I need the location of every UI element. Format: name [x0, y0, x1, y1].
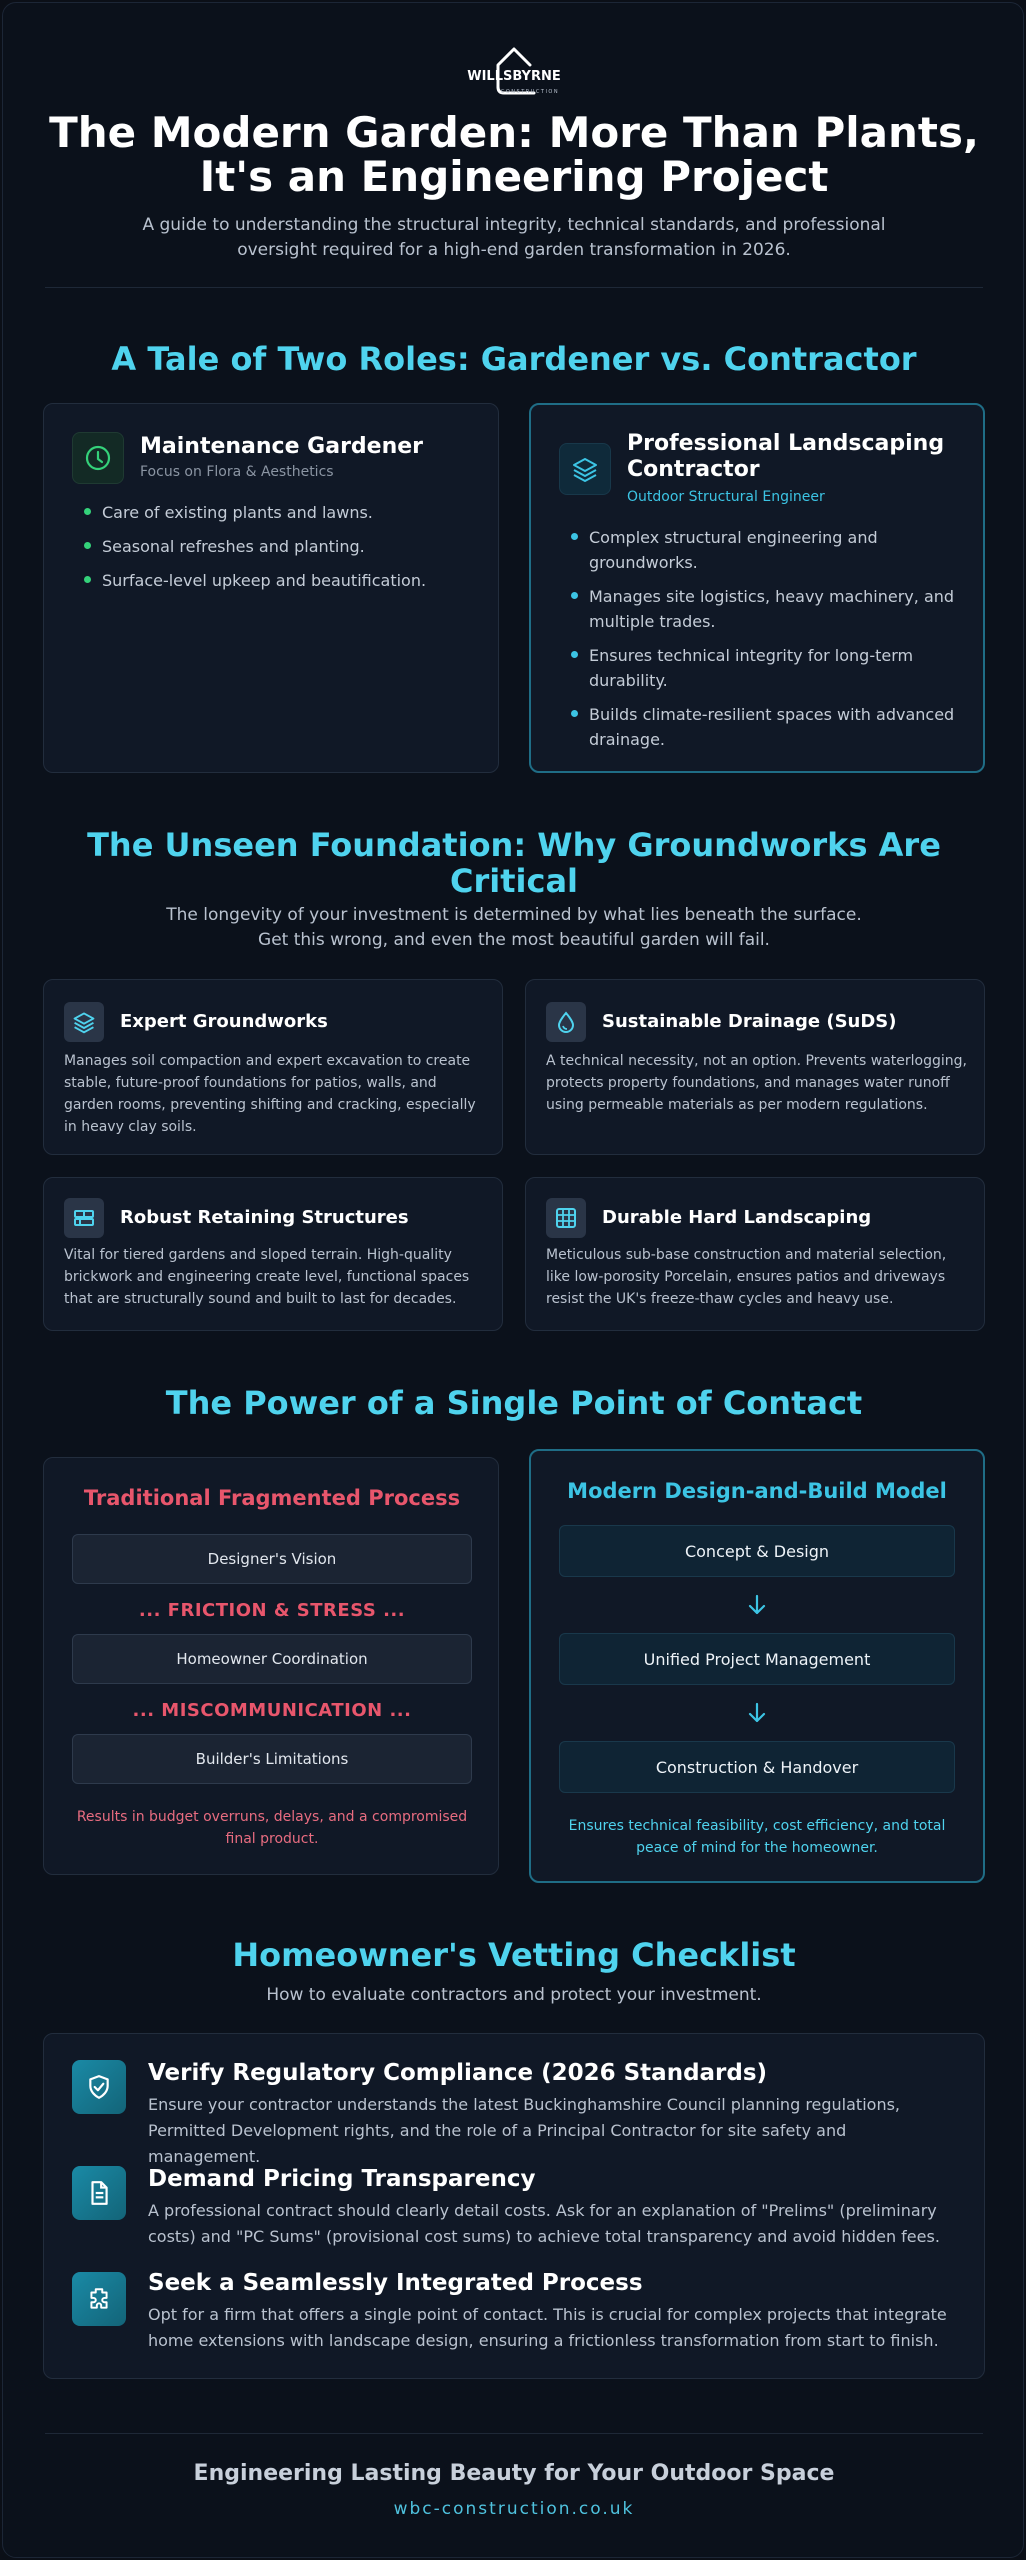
contact-section-title: The Power of a Single Point of Contact	[165, 1384, 863, 1422]
foundation-section-subtitle: The longevity of your investment is determined by what lies beneath the surface. Get this wrong, and even the most beautiful garden will fail.	[166, 905, 862, 950]
list-item: Care of existing plants and lawns.	[84, 500, 484, 525]
checklist-item-title: Seek a Seamlessly Integrated Process	[148, 2270, 643, 2296]
miscommunication-label: ... MISCOMMUNICATION ...	[132, 1700, 412, 1721]
droplet-icon	[546, 1002, 586, 1042]
traditional-process-card	[43, 1457, 499, 1875]
checklist-section-subtitle: How to evaluate contractors and protect your investment.	[266, 1985, 762, 2005]
footer-website-link[interactable]: wbc-construction.co.uk	[393, 2499, 635, 2519]
process-step: Concept & Design	[559, 1525, 955, 1577]
checklist-section-title: Homeowner's Vetting Checklist	[232, 1936, 796, 1974]
checklist-item-description: Opt for a firm that offers a single point of contact. This is crucial for complex projects that integrate home extensions with landscape design, ensuring a frictionless transformation from start to finish.	[148, 2305, 947, 2350]
puzzle-icon	[72, 2272, 126, 2326]
gardener-role-name: Maintenance Gardener	[140, 434, 424, 459]
traditional-process-note: Results in budget overruns, delays, and a compromised final product.	[76, 1809, 468, 1847]
gauge-icon	[72, 432, 124, 484]
process-step: Builder's Limitations	[72, 1734, 472, 1784]
drainage-card	[525, 979, 985, 1155]
divider	[45, 2433, 983, 2434]
modern-process-title: Modern Design-and-Build Model	[567, 1479, 947, 1503]
card-description: Meticulous sub-base construction and material selection, like low-porosity Porcelain, ensures patios and driveways resist the UK's freeze-thaw cycles and heavy use.	[546, 1247, 947, 1307]
friction-label: ... FRICTION & STRESS ...	[138, 1600, 406, 1621]
card-description: Manages soil compaction and expert excavation to create stable, future-proof foundations for patios, walls, and garden rooms, preventing shifting and cracking, especially in heavy clay soils.	[64, 1053, 476, 1135]
card-description: Vital for tiered gardens and sloped terrain. High-quality brickwork and engineering create level, functional spaces that are structurally sound and built to last for decades.	[64, 1247, 470, 1307]
card-title: Robust Retaining Structures	[120, 1207, 409, 1228]
card-description: A technical necessity, not an option. Prevents waterlogging, protects property foundations, and manages water runoff using permeable materials as per modern regulations.	[546, 1053, 967, 1113]
contractor-duties-list	[571, 525, 961, 761]
groundworks-card	[43, 979, 503, 1155]
shield-check-icon	[72, 2060, 126, 2114]
arrow-down-icon	[745, 1701, 769, 1729]
contractor-role-tag: Outdoor Structural Engineer	[627, 489, 825, 505]
foundation-section-title: The Unseen Foundation: Why Groundworks Are Critical	[87, 826, 941, 900]
process-step: Homeowner Coordination	[72, 1634, 472, 1684]
traditional-process-title: Traditional Fragmented Process	[83, 1486, 461, 1510]
brand-logo	[3, 43, 1025, 101]
wall-icon	[64, 1198, 104, 1238]
card-title: Durable Hard Landscaping	[602, 1207, 872, 1228]
infographic-page	[2, 2, 1024, 2558]
page-subtitle: A guide to understanding the structural integrity, technical standards, and professional oversight required for a high-end garden transformation in 2026.	[142, 215, 886, 260]
layers-icon	[64, 1002, 104, 1042]
process-step: Construction & Handover	[559, 1741, 955, 1793]
checklist-item-title: Verify Regulatory Compliance (2026 Standards)	[148, 2060, 768, 2086]
brand-sub: CONSTRUCTION	[500, 89, 560, 95]
gardener-duties-list	[84, 500, 484, 602]
list-item: Surface-level upkeep and beautification.	[84, 568, 484, 593]
process-step: Designer's Vision	[72, 1534, 472, 1584]
roles-section-title: A Tale of Two Roles: Gardener vs. Contractor	[111, 340, 917, 378]
contractor-role-name: Professional Landscaping Contractor	[627, 431, 945, 482]
contractor-card	[529, 403, 985, 773]
retaining-card	[43, 1177, 503, 1331]
card-title: Expert Groundworks	[120, 1011, 328, 1032]
arrow-down-icon	[745, 1593, 769, 1621]
list-item: Seasonal refreshes and planting.	[84, 534, 484, 559]
list-item: Ensures technical integrity for long-term durability.	[571, 643, 961, 693]
list-item: Manages site logistics, heavy machinery, and multiple trades.	[571, 584, 961, 634]
checklist-card	[43, 2033, 985, 2379]
card-title: Sustainable Drainage (SuDS)	[602, 1011, 897, 1032]
brand-name: WILLSBYRNE	[467, 69, 561, 84]
gardener-card	[43, 403, 499, 773]
house-logo-icon	[454, 43, 574, 99]
checklist-item-description: Ensure your contractor understands the latest Buckinghamshire Council planning regulations, Permitted Development rights, and the role of a Principal Contractor for site safety and management.	[148, 2095, 900, 2166]
modern-process-note: Ensures technical feasibility, cost efficiency, and total peace of mind for the homeowner.	[568, 1818, 946, 1856]
gardener-role-tag: Focus on Flora & Aesthetics	[140, 464, 334, 480]
checklist-item-title: Demand Pricing Transparency	[148, 2166, 536, 2192]
checklist-item-description: A professional contract should clearly detail costs. Ask for an explanation of "Prelims" (preliminary costs) and "PC Sums" (provisional cost sums) to achieve total transparency and avoid hidden fees.	[148, 2201, 940, 2246]
hard-landscaping-card	[525, 1177, 985, 1331]
process-step: Unified Project Management	[559, 1633, 955, 1685]
list-item: Complex structural engineering and groundworks.	[571, 525, 961, 575]
footer-tagline: Engineering Lasting Beauty for Your Outdoor Space	[193, 2461, 835, 2486]
list-item: Builds climate-resilient spaces with advanced drainage.	[571, 702, 961, 752]
document-icon	[72, 2166, 126, 2220]
page-title: The Modern Garden: More Than Plants, It's an Engineering Project	[49, 108, 979, 201]
layers-icon	[559, 443, 611, 495]
grid-icon	[546, 1198, 586, 1238]
modern-process-card	[529, 1449, 985, 1883]
divider	[45, 287, 983, 288]
